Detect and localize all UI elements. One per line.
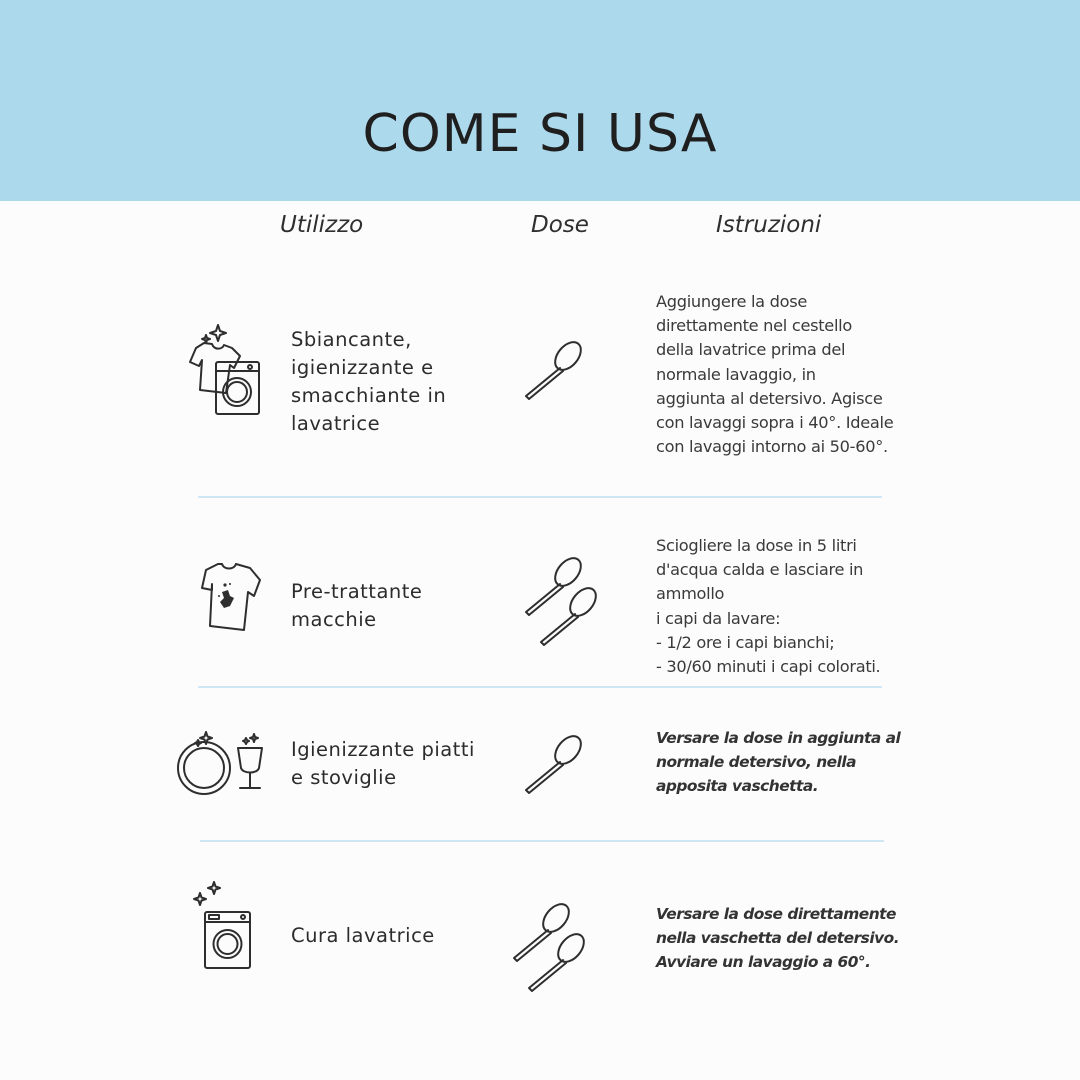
instructions-text: Aggiungere la dose direttamente nel cestello della lavatrice prima del normale lavaggio, in aggiunta al detersivo. Agisce con lavaggi sopra i 40°. Ideale con lavaggi intorno ai 50-60°. [656,292,894,457]
column-header-use: Utilizzo [280,212,364,238]
shirt-washing-machine-icon [186,320,266,420]
header-banner [0,0,1080,201]
dose-two-spoons [510,900,590,994]
column-header-instructions: Istruzioni [716,212,822,238]
stained-shirt-icon [200,560,264,636]
instructions-text: Sciogliere la dose in 5 litri d'acqua calda e lasciare in ammollo i capi da lavare: - 1/2 ore i capi bianchi; - 30/60 minuti i capi colorati. [656,536,881,677]
page-title: COME SI USA [362,104,718,164]
use-label: Igienizzante piatti e stoviglie [291,738,475,789]
dose-one-spoon [522,336,586,404]
instructions-text: Versare la dose in aggiunta al normale detersivo, nella apposita vaschetta. [656,729,901,796]
spoon-icon [526,553,586,615]
use-label: Cura lavatrice [291,924,435,947]
washing-machine-icon [188,880,258,972]
use-label: Sbiancante, igienizzante e smacchiante in lavatrice [291,328,447,435]
row-divider [198,496,882,498]
instructions-text: Versare la dose direttamente nella vaschetta del detersivo. Avviare un lavaggio a 60°. [656,905,900,972]
plate-glass-icon [176,730,272,798]
spoon-icon [526,731,586,793]
spoon-icon [514,899,574,961]
dose-one-spoon [522,730,586,798]
column-header-dose: Dose [531,212,589,238]
spoon-icon [526,337,586,399]
row-divider [198,686,882,688]
dose-two-spoons [522,554,602,648]
use-label: Pre-trattante macchie [291,580,423,631]
row-divider [200,840,884,842]
